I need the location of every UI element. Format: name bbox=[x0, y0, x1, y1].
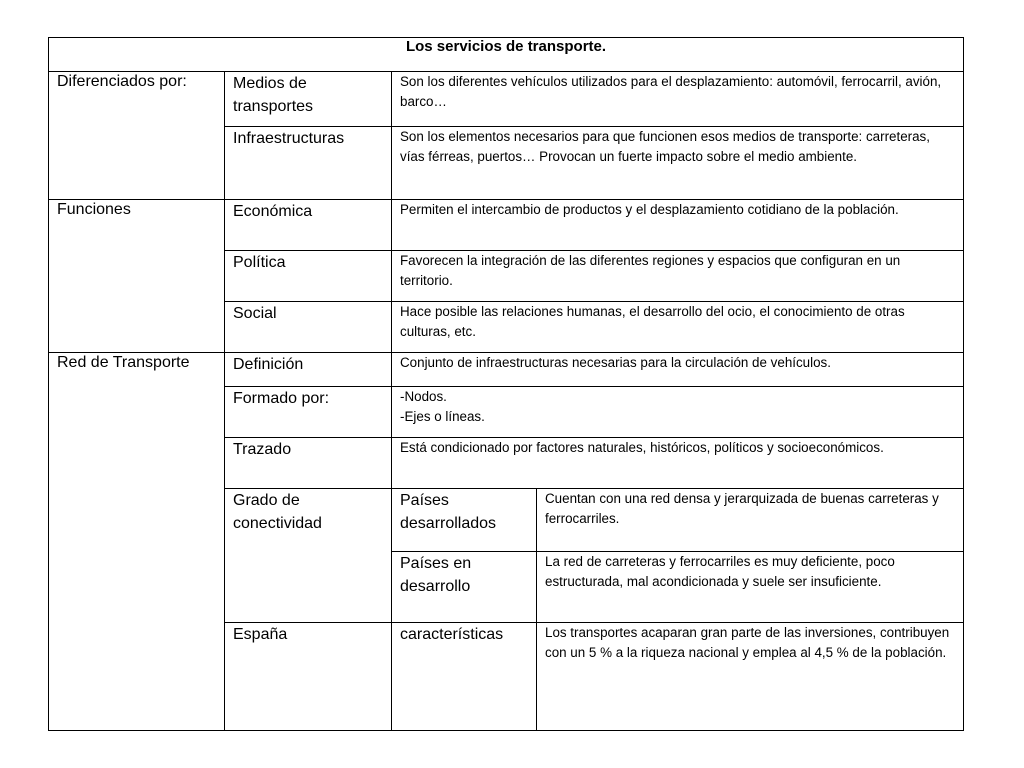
sub-economica: Económica bbox=[225, 200, 392, 251]
desc-social: Hace posible las relaciones humanas, el desarrollo del ocio, el conocimiento de otras culturas, etc. bbox=[392, 302, 964, 353]
sub-infraestructuras: Infraestructuras bbox=[225, 127, 392, 200]
table-row bbox=[49, 72, 964, 127]
desc-medios: Son los diferentes vehículos utilizados para el desplazamiento: automóvil, ferrocarril, avión, barco… bbox=[392, 72, 964, 127]
desc-economica: Permiten el intercambio de productos y el desplazamiento cotidiano de la población. bbox=[392, 200, 964, 251]
sub-politica: Política bbox=[225, 251, 392, 302]
sub-medios: Medios de transportes bbox=[225, 72, 392, 127]
table-title: Los servicios de transporte. bbox=[49, 38, 964, 72]
table-row bbox=[49, 200, 964, 251]
desc-infraestructuras: Son los elementos necesarios para que funcionen esos medios de transporte: carreteras, vías férreas, puertos… Provocan un fuerte impacto sobre el medio ambiente. bbox=[392, 127, 964, 200]
sub-formado: Formado por: bbox=[225, 387, 392, 438]
sub-caracteristicas: características bbox=[392, 623, 537, 731]
desc-caracteristicas: Los transportes acaparan gran parte de las inversiones, contribuyen con un 5 % a la riqueza nacional y emplea al 4,5 % de la población. bbox=[537, 623, 964, 731]
formado-line-ejes: -Ejes o líneas. bbox=[400, 409, 485, 424]
category-funciones: Funciones bbox=[49, 200, 225, 353]
desc-paises-desarrollados: Cuentan con una red densa y jerarquizada de buenas carreteras y ferrocarriles. bbox=[537, 489, 964, 552]
desc-trazado: Está condicionado por factores naturales, históricos, políticos y socioeconómicos. bbox=[392, 438, 964, 489]
transport-services-table bbox=[48, 37, 964, 731]
sub-grado: Grado de conectividad bbox=[225, 489, 392, 623]
sub-paises-en-desarrollo: Países en desarrollo bbox=[392, 552, 537, 623]
sub-social: Social bbox=[225, 302, 392, 353]
sub-espana: España bbox=[225, 623, 392, 731]
desc-formado bbox=[392, 387, 964, 438]
sub-trazado: Trazado bbox=[225, 438, 392, 489]
sub-paises-desarrollados: Países desarrollados bbox=[392, 489, 537, 552]
table-row bbox=[49, 353, 964, 387]
desc-politica: Favorecen la integración de las diferentes regiones y espacios que configuran en un territorio. bbox=[392, 251, 964, 302]
title-row bbox=[49, 38, 964, 72]
category-red: Red de Transporte bbox=[49, 353, 225, 731]
desc-definicion: Conjunto de infraestructuras necesarias para la circulación de vehículos. bbox=[392, 353, 964, 387]
desc-paises-en-desarrollo: La red de carreteras y ferrocarriles es muy deficiente, poco estructurada, mal acondicionada y suele ser insuficiente. bbox=[537, 552, 964, 623]
formado-line-nodos: -Nodos. bbox=[400, 389, 447, 404]
sub-definicion: Definición bbox=[225, 353, 392, 387]
category-diferenciados: Diferenciados por: bbox=[49, 72, 225, 200]
